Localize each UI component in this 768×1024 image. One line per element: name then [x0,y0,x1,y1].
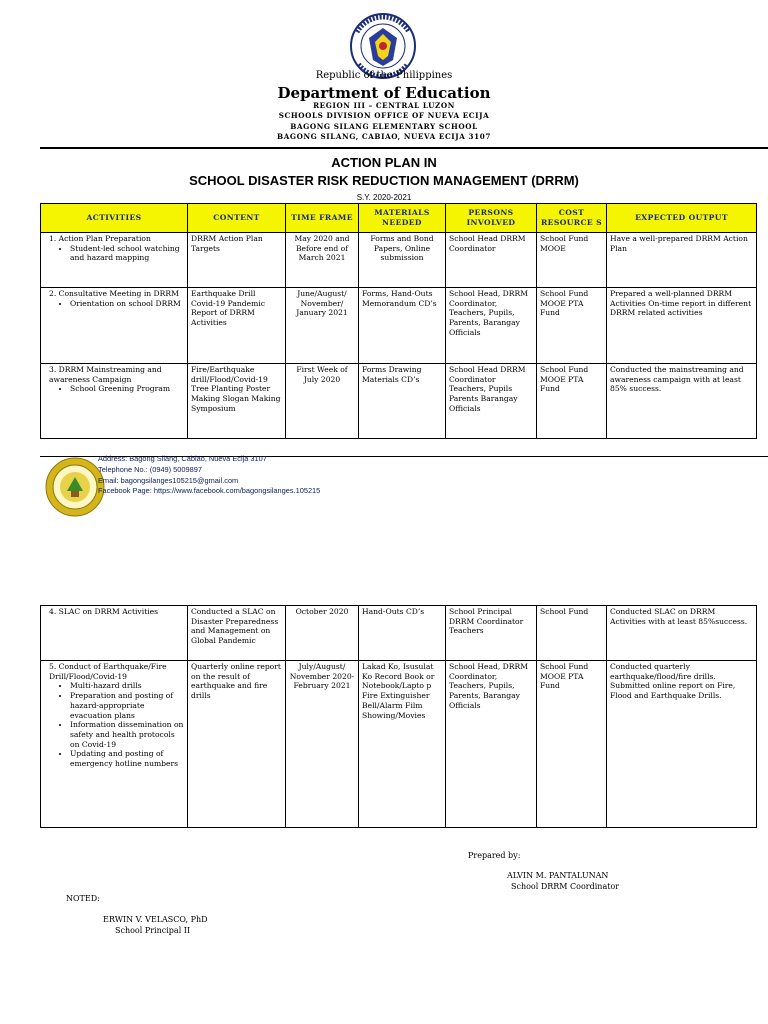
plan-title-1: ACTION PLAN IN [331,155,437,170]
activity-cell: 4. SLAC on DRRM Activities [49,607,159,616]
noted-label: NOTED: [66,894,100,903]
plan-title-2: SCHOOL DISASTER RISK REDUCTION MANAGEMENT (DRRM) [189,173,579,188]
footer-facebook: Facebook Page: https://www.facebook.com/bagongsilanges.105215 [98,486,321,496]
persons-cell: School Head, DRRM Coordinator, Teachers, Pupils, Parents, Barangay Officials [446,288,537,364]
content-cell: Fire/Earthquake drill/Flood/Covid-19 Tree Planting Poster Making Slogan Making Symposium [188,364,286,439]
preparer-title: School DRRM Coordinator [511,882,620,891]
cost-cell: School Fund MOOE PTA Fund [537,661,607,828]
time-frame-cell: July/August/ November 2020- February 2021 [286,661,359,828]
materials-cell: Lakad Ko, Isusulat Ko Record Book or Notebook/Lapto p Fire Extinguisher Bell/Alarm Film Showing/Movies [359,661,446,828]
time-frame-cell: First Week of July 2020 [286,364,359,439]
activity-cell: 1. Action Plan Preparation [49,234,151,243]
address-line: BAGONG SILANG, CABIAO, NUEVA ECIJA 3107 [277,132,491,141]
school-logo [45,457,105,517]
content-cell: Earthquake Drill Covid-19 Pandemic Report of DRRM Activities [188,288,286,364]
activity-cell: 5. Conduct of Earthquake/Fire Drill/Flood/Covid-19 [49,662,167,681]
header-time-frame: TIME FRAME [286,204,359,233]
activity-cell: 3. DRRM Mainstreaming and awareness Campaign [49,365,162,384]
persons-cell: School Head, DRRM Coordinator, Teachers, Pupils, Parents, Barangay Officials [446,661,537,828]
table-row [41,233,757,288]
time-frame-cell: May 2020 and Before end of March 2021 [286,233,359,288]
output-cell: Prepared a well-planned DRRM Activities On-time report in different DRRM related activities [607,288,757,364]
cost-cell: School Fund MOOE PTA Fund [537,364,607,439]
footer-telephone: Telephone No.: (0949) 5009897 [98,464,202,474]
header-cost: COST RESOURCE S [537,204,607,233]
table-row [41,288,757,364]
noter-title: School Principal II [115,926,191,935]
content-cell: DRRM Action Plan Targets [188,233,286,288]
output-cell: Conducted SLAC on DRRM Activities with at least 85%success. [607,606,757,661]
activity-cell: 2. Consultative Meeting in DRRM [49,289,179,298]
output-cell: Conducted the mainstreaming and awareness campaign with at least 85% success. [607,364,757,439]
header-persons: PERSONS INVOLVED [446,204,537,233]
action-plan-table-continued [40,605,757,828]
action-plan-table [40,203,757,439]
footer-email: Email: bagongsilanges105215@gmail.com [98,475,239,485]
school-year: S.Y. 2020-2021 [356,193,412,202]
activity-bullet: • School Greening Program [70,384,184,394]
cost-cell: School Fund MOOE PTA Fund [537,288,607,364]
header-activities: ACTIVITIES [41,204,188,233]
noter-name: ERWIN V. VELASCO, PhD [103,915,208,924]
materials-cell: Hand-Outs CD’s [359,606,446,661]
activity-bullet: • Preparation and posting of hazard-appropriate evacuation plans [70,691,184,720]
persons-cell: School Head DRRM Coordinator [446,233,537,288]
table-header-row [41,204,757,233]
activity-bullet: • Information dissemination on safety and health protocols on Covid-19 [70,720,184,749]
header-content: CONTENT [188,204,286,233]
header-divider [40,147,768,149]
table-row [41,606,757,661]
persons-cell: School Head DRRM Coordinator Teachers, Pupils Parents Barangay Officials [446,364,537,439]
persons-cell: School Principal DRRM Coordinator Teachers [446,606,537,661]
page-footer [45,454,768,517]
footer-address: Address: Bagong Silang, Cabiao, Nueva Ecija 3107 [98,454,267,463]
preparer-name: ALVIN M. PANTALUNAN [507,871,609,880]
activity-bullet: • Orientation on school DRRM [70,299,184,309]
activity-bullet: • Multi-hazard drills [70,681,184,691]
content-cell: Quarterly online report on the result of earthquake and fire drills [188,661,286,828]
output-cell: Have a well-prepared DRRM Action Plan [607,233,757,288]
activity-bullet: • Student-led school watching and hazard mapping [70,244,184,263]
header-materials: MATERIALS NEEDED [359,204,446,233]
content-cell: Conducted a SLAC on Disaster Preparedness and Management on Global Pandemic [188,606,286,661]
header-output: EXPECTED OUTPUT [607,204,757,233]
republic-label: Republic of the Philippines [315,70,453,81]
cost-cell: School Fund [537,606,607,661]
region-line: REGION III – CENTRAL LUZON [313,101,455,110]
cost-cell: School Fund MOOE [537,233,607,288]
division-line: SCHOOLS DIVISION OFFICE OF NUEVA ECIJA [278,111,490,120]
materials-cell: Forms and Bond Papers, Online submission [359,233,446,288]
materials-cell: Forms Drawing Materials CD’s [359,364,446,439]
table-row [41,364,757,439]
prepared-by-label: Prepared by: [468,851,521,860]
department-name: Department of Education [277,84,491,102]
activity-bullet: • Updating and posting of emergency hotline numbers [70,749,184,768]
time-frame-cell: June/August/ November/ January 2021 [286,288,359,364]
table-row [41,661,757,828]
output-cell: Conducted quarterly earthquake/flood/fire drills. Submitted online report on Fire, Flood and Earthquake Drills. [607,661,757,828]
materials-cell: Forms, Hand-Outs Memorandum CD’s [359,288,446,364]
time-frame-cell: October 2020 [286,606,359,661]
school-line: BAGONG SILANG ELEMENTARY SCHOOL [290,122,478,131]
